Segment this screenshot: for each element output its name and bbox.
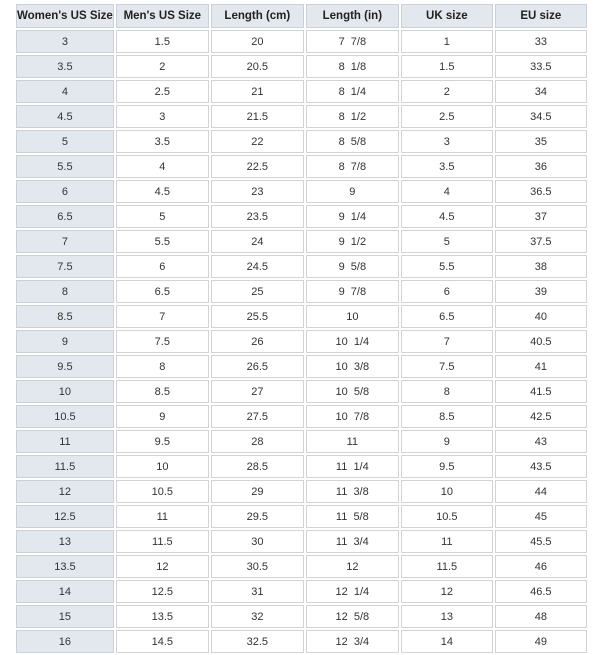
table-row [16, 30, 587, 53]
table-row [16, 230, 587, 253]
cell-length-cm: 24.5 [211, 255, 304, 278]
cell-womens-us-size: 6.5 [16, 205, 114, 228]
cell-length-in: 8 5/8 [306, 130, 399, 153]
cell-length-cm: 28.5 [211, 455, 304, 478]
cell-length-cm: 25 [211, 280, 304, 303]
cell-womens-us-size: 10 [16, 380, 114, 403]
table-row [16, 80, 587, 103]
table-row [16, 580, 587, 603]
cell-length-in: 10 7/8 [306, 405, 399, 428]
cell-mens-us-size: 3.5 [116, 130, 209, 153]
cell-eu-size: 48 [495, 605, 587, 628]
cell-mens-us-size: 6 [116, 255, 209, 278]
cell-length-in: 10 5/8 [306, 380, 399, 403]
cell-length-in: 12 [306, 555, 399, 578]
cell-eu-size: 34 [495, 80, 587, 103]
cell-length-in: 12 1/4 [306, 580, 399, 603]
cell-eu-size: 37.5 [495, 230, 587, 253]
cell-eu-size: 45.5 [495, 530, 587, 553]
cell-womens-us-size: 3 [16, 30, 114, 53]
cell-mens-us-size: 9.5 [116, 430, 209, 453]
cell-length-cm: 31 [211, 580, 304, 603]
cell-length-cm: 27.5 [211, 405, 304, 428]
cell-mens-us-size: 4.5 [116, 180, 209, 203]
cell-eu-size: 36.5 [495, 180, 587, 203]
cell-uk-size: 7.5 [401, 355, 493, 378]
cell-eu-size: 49 [495, 630, 587, 653]
cell-eu-size: 45 [495, 505, 587, 528]
cell-mens-us-size: 11.5 [116, 530, 209, 553]
table-row [16, 530, 587, 553]
cell-length-cm: 23.5 [211, 205, 304, 228]
cell-mens-us-size: 9 [116, 405, 209, 428]
cell-length-cm: 28 [211, 430, 304, 453]
cell-womens-us-size: 11.5 [16, 455, 114, 478]
cell-mens-us-size: 13.5 [116, 605, 209, 628]
cell-womens-us-size: 4 [16, 80, 114, 103]
cell-womens-us-size: 13 [16, 530, 114, 553]
cell-length-cm: 26.5 [211, 355, 304, 378]
cell-uk-size: 4.5 [401, 205, 493, 228]
cell-length-cm: 21 [211, 80, 304, 103]
cell-eu-size: 46.5 [495, 580, 587, 603]
cell-womens-us-size: 7 [16, 230, 114, 253]
cell-length-cm: 25.5 [211, 305, 304, 328]
cell-eu-size: 41 [495, 355, 587, 378]
column-header-womens-us-size: Women's US Size [16, 4, 114, 28]
cell-uk-size: 1 [401, 30, 493, 53]
table-row [16, 130, 587, 153]
table-row [16, 555, 587, 578]
cell-mens-us-size: 8 [116, 355, 209, 378]
table-row [16, 505, 587, 528]
cell-uk-size: 6 [401, 280, 493, 303]
cell-length-in: 8 7/8 [306, 155, 399, 178]
cell-uk-size: 10 [401, 480, 493, 503]
cell-uk-size: 14 [401, 630, 493, 653]
cell-mens-us-size: 10 [116, 455, 209, 478]
cell-length-cm: 24 [211, 230, 304, 253]
cell-mens-us-size: 1.5 [116, 30, 209, 53]
cell-mens-us-size: 10.5 [116, 480, 209, 503]
cell-womens-us-size: 14 [16, 580, 114, 603]
table-row [16, 280, 587, 303]
cell-mens-us-size: 12 [116, 555, 209, 578]
table-row [16, 480, 587, 503]
cell-length-cm: 30 [211, 530, 304, 553]
cell-uk-size: 1.5 [401, 55, 493, 78]
cell-uk-size: 5 [401, 230, 493, 253]
cell-uk-size: 5.5 [401, 255, 493, 278]
cell-length-in: 7 7/8 [306, 30, 399, 53]
cell-eu-size: 35 [495, 130, 587, 153]
cell-length-cm: 20.5 [211, 55, 304, 78]
table-row [16, 355, 587, 378]
cell-length-in: 12 5/8 [306, 605, 399, 628]
cell-length-cm: 27 [211, 380, 304, 403]
size-chart-container [14, 2, 589, 655]
cell-length-cm: 29 [211, 480, 304, 503]
table-row [16, 305, 587, 328]
cell-uk-size: 9.5 [401, 455, 493, 478]
cell-uk-size: 11 [401, 530, 493, 553]
cell-womens-us-size: 5.5 [16, 155, 114, 178]
cell-womens-us-size: 16 [16, 630, 114, 653]
cell-uk-size: 4 [401, 180, 493, 203]
cell-length-in: 11 3/8 [306, 480, 399, 503]
table-row [16, 380, 587, 403]
cell-mens-us-size: 11 [116, 505, 209, 528]
shoe-size-conversion-table [14, 2, 589, 655]
cell-mens-us-size: 14.5 [116, 630, 209, 653]
cell-womens-us-size: 7.5 [16, 255, 114, 278]
cell-length-in: 11 5/8 [306, 505, 399, 528]
table-row [16, 405, 587, 428]
cell-womens-us-size: 3.5 [16, 55, 114, 78]
cell-eu-size: 43.5 [495, 455, 587, 478]
column-header-uk-size: UK size [401, 4, 493, 28]
table-row [16, 605, 587, 628]
cell-eu-size: 43 [495, 430, 587, 453]
cell-length-in: 9 5/8 [306, 255, 399, 278]
cell-mens-us-size: 6.5 [116, 280, 209, 303]
cell-womens-us-size: 8 [16, 280, 114, 303]
cell-length-in: 8 1/4 [306, 80, 399, 103]
cell-womens-us-size: 6 [16, 180, 114, 203]
cell-mens-us-size: 3 [116, 105, 209, 128]
cell-uk-size: 3 [401, 130, 493, 153]
cell-length-cm: 22.5 [211, 155, 304, 178]
table-row [16, 630, 587, 653]
header-row [16, 4, 587, 28]
table-row [16, 205, 587, 228]
cell-mens-us-size: 2.5 [116, 80, 209, 103]
cell-womens-us-size: 11 [16, 430, 114, 453]
cell-eu-size: 33 [495, 30, 587, 53]
cell-length-cm: 32.5 [211, 630, 304, 653]
cell-length-in: 10 3/8 [306, 355, 399, 378]
cell-mens-us-size: 2 [116, 55, 209, 78]
table-row [16, 430, 587, 453]
cell-length-cm: 21.5 [211, 105, 304, 128]
cell-uk-size: 9 [401, 430, 493, 453]
cell-eu-size: 36 [495, 155, 587, 178]
cell-womens-us-size: 12.5 [16, 505, 114, 528]
cell-womens-us-size: 13.5 [16, 555, 114, 578]
column-header-mens-us-size: Men's US Size [116, 4, 209, 28]
cell-mens-us-size: 4 [116, 155, 209, 178]
cell-uk-size: 11.5 [401, 555, 493, 578]
table-row [16, 105, 587, 128]
cell-eu-size: 38 [495, 255, 587, 278]
cell-eu-size: 39 [495, 280, 587, 303]
cell-length-cm: 29.5 [211, 505, 304, 528]
cell-uk-size: 12 [401, 580, 493, 603]
cell-womens-us-size: 10.5 [16, 405, 114, 428]
column-header-length-in: Length (in) [306, 4, 399, 28]
table-row [16, 155, 587, 178]
table-row [16, 330, 587, 353]
cell-uk-size: 3.5 [401, 155, 493, 178]
cell-womens-us-size: 5 [16, 130, 114, 153]
cell-uk-size: 2 [401, 80, 493, 103]
cell-uk-size: 7 [401, 330, 493, 353]
cell-uk-size: 8.5 [401, 405, 493, 428]
table-header [16, 4, 587, 28]
cell-length-in: 10 [306, 305, 399, 328]
column-header-length-cm: Length (cm) [211, 4, 304, 28]
cell-eu-size: 44 [495, 480, 587, 503]
cell-mens-us-size: 5.5 [116, 230, 209, 253]
cell-eu-size: 37 [495, 205, 587, 228]
cell-womens-us-size: 15 [16, 605, 114, 628]
cell-eu-size: 33.5 [495, 55, 587, 78]
cell-eu-size: 46 [495, 555, 587, 578]
cell-uk-size: 2.5 [401, 105, 493, 128]
cell-eu-size: 40.5 [495, 330, 587, 353]
cell-uk-size: 8 [401, 380, 493, 403]
table-row [16, 55, 587, 78]
cell-length-in: 11 3/4 [306, 530, 399, 553]
cell-length-cm: 32 [211, 605, 304, 628]
cell-length-in: 12 3/4 [306, 630, 399, 653]
cell-eu-size: 41.5 [495, 380, 587, 403]
cell-womens-us-size: 9 [16, 330, 114, 353]
cell-length-cm: 22 [211, 130, 304, 153]
cell-mens-us-size: 7 [116, 305, 209, 328]
cell-length-cm: 30.5 [211, 555, 304, 578]
column-header-eu-size: EU size [495, 4, 587, 28]
cell-uk-size: 6.5 [401, 305, 493, 328]
cell-mens-us-size: 5 [116, 205, 209, 228]
cell-womens-us-size: 9.5 [16, 355, 114, 378]
cell-womens-us-size: 12 [16, 480, 114, 503]
table-row [16, 255, 587, 278]
cell-length-in: 8 1/2 [306, 105, 399, 128]
cell-length-in: 11 1/4 [306, 455, 399, 478]
table-body [16, 30, 587, 653]
cell-mens-us-size: 7.5 [116, 330, 209, 353]
cell-length-in: 10 1/4 [306, 330, 399, 353]
cell-length-in: 9 7/8 [306, 280, 399, 303]
cell-length-cm: 26 [211, 330, 304, 353]
cell-womens-us-size: 8.5 [16, 305, 114, 328]
cell-length-cm: 20 [211, 30, 304, 53]
cell-length-in: 9 1/4 [306, 205, 399, 228]
cell-eu-size: 40 [495, 305, 587, 328]
cell-uk-size: 10.5 [401, 505, 493, 528]
table-row [16, 455, 587, 478]
cell-length-in: 9 [306, 180, 399, 203]
cell-length-in: 11 [306, 430, 399, 453]
cell-length-in: 8 1/8 [306, 55, 399, 78]
cell-uk-size: 13 [401, 605, 493, 628]
cell-womens-us-size: 4.5 [16, 105, 114, 128]
cell-eu-size: 42.5 [495, 405, 587, 428]
cell-mens-us-size: 12.5 [116, 580, 209, 603]
cell-mens-us-size: 8.5 [116, 380, 209, 403]
cell-length-cm: 23 [211, 180, 304, 203]
cell-eu-size: 34.5 [495, 105, 587, 128]
table-row [16, 180, 587, 203]
cell-length-in: 9 1/2 [306, 230, 399, 253]
